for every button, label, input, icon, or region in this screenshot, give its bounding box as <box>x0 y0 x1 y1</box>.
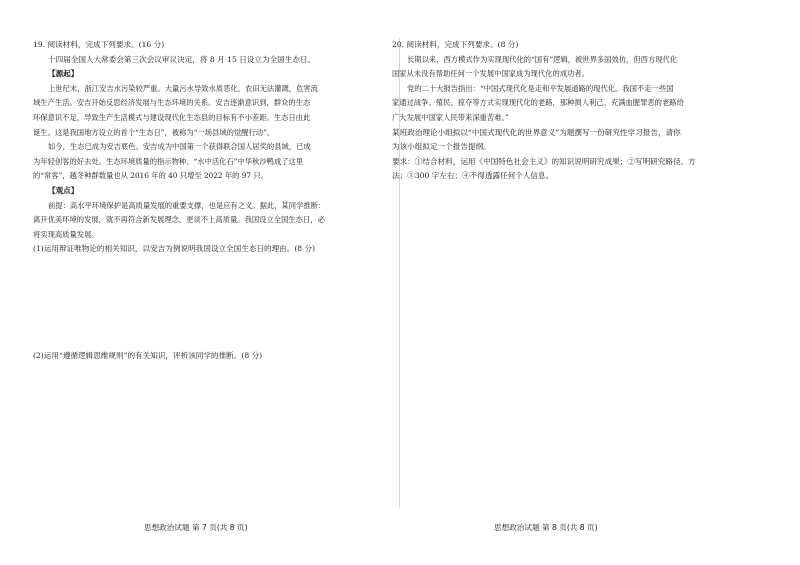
sub-question-2: (2)运用“遵循逻辑思维规则”的有关知识，评析该同学的推断。(8 分) <box>33 351 263 360</box>
material-line: 党的二十大报告指出：“中国式现代化是走和平发展道路的现代化。我国不走一些国 <box>407 83 674 93</box>
view-line: 前提：高水平环境保护是高质量发展的重要支撑，也是应有之义。据此，某同学推断： <box>48 200 326 210</box>
intro-text: 十四届全国人大常委会第三次会议审议决定，将 8 月 15 日设立为全国生态日。 <box>48 54 316 64</box>
source-line: 域生产生活。安吉开始反思经济发展与生态环境的关系。安吉逐渐意识到，群众的生态 <box>33 98 311 108</box>
sub-question-1: (1)运用辩证唯物论的相关知识，以安吉为例说明我国设立全国生态日的理由。(8 分) <box>33 244 316 254</box>
source-line: 上世纪末，浙江安吉水污染较严重。大量污水导致水质恶化，农田无法灌溉，危害流 <box>48 83 318 93</box>
now-line: 的“常客”，越冬种群数量也从 2016 年的 40 只增至 2022 年的 97 只。 <box>33 171 268 181</box>
page-footer-8: 思想政治试题 第 8 页(共 8 页) <box>494 523 598 532</box>
view-line: 将实现高质量发展。 <box>33 229 99 239</box>
now-line: 为年轻创客的好去处。生态环境质量的指示物种、“水中活化石”中华秋沙鸭成了这里 <box>33 156 304 166</box>
page-footer-7: 思想政治试题 第 7 页(共 8 页) <box>144 523 248 532</box>
requirement-line: 要求：①结合材料，运用《中国特色社会主义》的知识说明研究成果；②写明研究路径、方 <box>392 156 696 166</box>
material-line: 长期以来，西方模式作为实现现代化的“国有”逻辑，被世界多国效仿，但西方现代化 <box>407 54 678 64</box>
now-line: 如今，生态已成为安吉底色。安吉成为中国第一个获得联合国人居奖的县域，已成 <box>48 142 311 152</box>
question-20 <box>392 38 736 184</box>
question-19-title: 19. 阅读材料，完成下列要求。(16 分) <box>33 40 165 49</box>
view-label: 【观点】 <box>48 185 79 195</box>
source-label: 【源起】 <box>48 69 79 79</box>
task-line: 某班政治理论小组拟以“中国式现代化的世界意义”为题撰写一份研究性学习报告，请你 <box>392 127 681 137</box>
task-line: 为该小组拟定一个报告提纲。 <box>392 142 491 152</box>
view-line: 离开优美环境的发展，就不再符合新发展理念，更谈不上高质量。我国设立全国生态日，必 <box>33 215 325 225</box>
material-line: 广大发展中国家人民带来深重苦难。” <box>392 112 509 122</box>
requirement-line: 法；③300 字左右；④不得透露任何个人信息。 <box>392 171 554 181</box>
source-line: 环保意识不足，导致生产生活模式与建设现代化生态县的目标有不小差距。生态日由此 <box>33 112 311 122</box>
question-19 <box>33 38 369 257</box>
material-line: 国家从未没有帮助任何一个发展中国家成为现代化的成功者。 <box>392 69 590 79</box>
source-line: 诞生。这是我国地方设立的首个“生态日”，被称为“一场县域的觉醒行动”。 <box>33 127 275 137</box>
material-line: 家通过战争、殖民、掠夺等方式实现现代化的老路，那种损人利己、充满血腥罪恶的老路给 <box>392 98 684 108</box>
question-20-title: 20. 阅读材料，完成下列要求。(8 分) <box>392 40 519 49</box>
